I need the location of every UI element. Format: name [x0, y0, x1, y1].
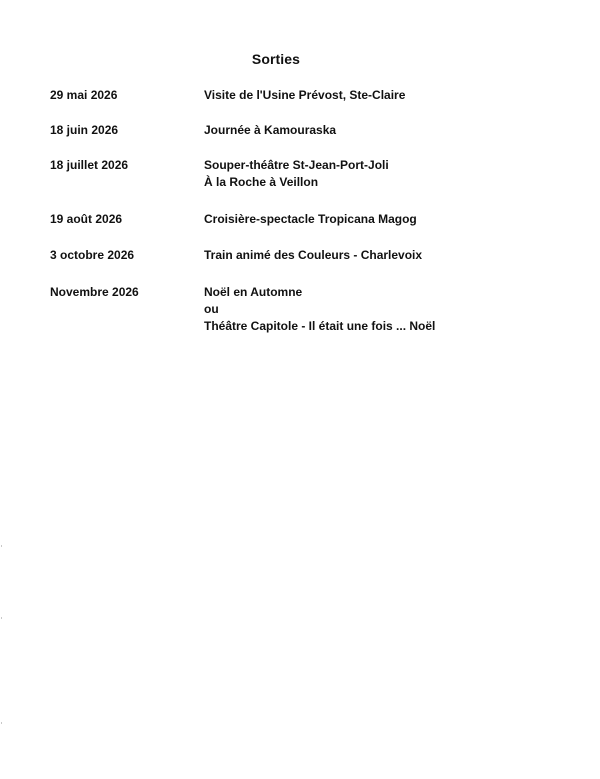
outing-description: [204, 87, 564, 104]
outing-description-line: ou: [204, 302, 219, 316]
scan-mark: [1, 545, 2, 547]
outing-description-line: Noël en Automne: [204, 285, 303, 299]
outing-date: 29 mai 2026: [50, 88, 118, 102]
outing-date: 3 octobre 2026: [50, 248, 135, 262]
outing-description-line: Visite de l'Usine Prévost, Ste-Claire: [204, 88, 406, 102]
scan-mark: [1, 722, 2, 724]
outing-description-line: À la Roche à Veillon: [204, 175, 319, 189]
outing-description-line: Train animé des Couleurs - Charlevoix: [204, 248, 423, 262]
outing-description-line: Souper-théâtre St-Jean-Port-Joli: [204, 158, 389, 172]
outing-description: [204, 211, 564, 228]
outing-date: 18 juin 2026: [50, 123, 119, 137]
scan-mark: [1, 617, 2, 619]
outing-date: Novembre 2026: [50, 285, 139, 299]
outing-description-line: Croisière-spectacle Tropicana Magog: [204, 212, 417, 226]
outing-description-line: Théâtre Capitole - Il était une fois ... Noël: [204, 319, 436, 333]
page-title: Sorties: [251, 51, 301, 67]
outing-description: [204, 284, 564, 335]
outing-description: [204, 247, 564, 264]
outing-date: 19 août 2026: [50, 212, 123, 226]
outing-date: 18 juillet 2026: [50, 158, 129, 172]
outing-description: [204, 122, 564, 139]
outing-description: [204, 157, 564, 191]
outing-description-line: Journée à Kamouraska: [204, 123, 337, 137]
